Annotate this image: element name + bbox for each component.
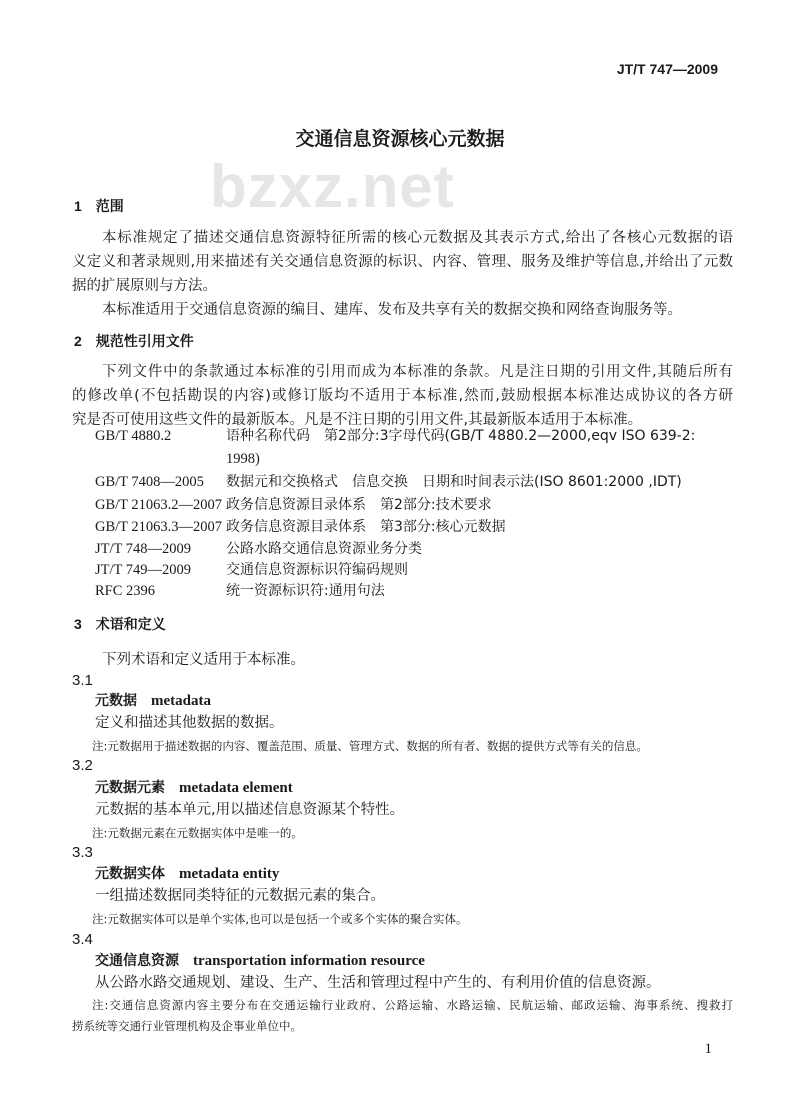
- term-number: 3.4: [72, 931, 93, 948]
- reference-title: 数据元和交换格式 信息交换 日期和时间表示法(ISO 8601:2000 ,IDT): [226, 474, 682, 490]
- term-definition: 元数据的基本单元,用以描述信息资源某个特性。: [95, 802, 405, 818]
- term-definition: 定义和描述其他数据的数据。: [95, 715, 284, 731]
- reference-title: 统一资源标识符:通用句法: [226, 583, 385, 599]
- term-en: transportation information resource: [193, 953, 425, 969]
- term-note: 注:交通信息资源内容主要分布在交通运输行业政府、公路运输、水路运输、民航运输、邮政运输、海事系统、搜救打: [92, 998, 733, 1012]
- reference-code: GB/T 7408—2005: [95, 474, 204, 490]
- term-zh: 元数据实体: [95, 866, 165, 882]
- reference-code: GB/T 21063.3—2007: [95, 519, 223, 535]
- watermark: bzxz.net: [210, 153, 455, 220]
- term-en: metadata entity: [179, 866, 280, 882]
- term-note: 注:元数据实体可以是单个实体,也可以是包括一个或多个实体的聚合实体。: [92, 912, 468, 926]
- reference-code: RFC 2396: [95, 583, 156, 599]
- term-en: metadata element: [179, 780, 293, 796]
- section-3-heading: 3 术语和定义: [74, 616, 166, 632]
- term-heading: [95, 692, 211, 710]
- reference-code: GB/T 21063.2—2007: [95, 497, 223, 513]
- term-number: 3.1: [72, 672, 93, 689]
- paragraph-line: 义定义和著录规则,用来描述有关交通信息资源的标识、内容、管理、服务及维护等信息,并给出了元数: [72, 254, 733, 270]
- reference-title: 公路水路交通信息资源业务分类: [226, 541, 422, 557]
- reference-code: JT/T 749—2009: [95, 562, 191, 578]
- term-zh: 交通信息资源: [95, 953, 179, 969]
- paragraph-line: 下列文件中的条款通过本标准的引用而成为本标准的条款。凡是注日期的引用文件,其随后所有: [102, 364, 733, 380]
- section-2-heading: 2 规范性引用文件: [74, 333, 194, 349]
- paragraph-line: 的修改单(不包括勘误的内容)或修订版均不适用于本标准,然而,鼓励根据本标准达成协议的各方研: [72, 388, 733, 404]
- term-note-cont: 捞系统等交通行业管理机构及企事业单位中。: [72, 1019, 302, 1033]
- term-definition: 从公路水路交通规划、建设、生产、生活和管理过程中产生的、有利用价值的信息资源。: [95, 975, 661, 991]
- term-note: 注:元数据元素在元数据实体中是唯一的。: [92, 826, 303, 840]
- section-3-intro: 下列术语和定义适用于本标准。: [102, 652, 305, 668]
- term-heading: [95, 779, 293, 797]
- paragraph-line: 本标准适用于交通信息资源的编目、建库、发布及共享有关的数据交换和网络查询服务等。: [102, 302, 682, 318]
- page-number: 1: [704, 1041, 712, 1057]
- reference-title: 交通信息资源标识符编码规则: [226, 562, 408, 578]
- reference-code: JT/T 748—2009: [95, 541, 191, 557]
- term-zh: 元数据元素: [95, 780, 165, 796]
- section-1-heading: 1 范围: [74, 198, 124, 214]
- reference-title: 语种名称代码 第2部分:3字母代码(GB/T 4880.2—2000,eqv ISO 639-2:: [226, 428, 696, 444]
- reference-title-cont: 1998): [226, 451, 260, 467]
- term-heading: [95, 865, 279, 883]
- term-heading: [95, 952, 425, 970]
- term-number: 3.2: [72, 757, 93, 774]
- term-definition: 一组描述数据同类特征的元数据元素的集合。: [95, 888, 385, 904]
- paragraph-line: 本标准规定了描述交通信息资源特征所需的核心元数据及其表示方式,给出了各核心元数据的语: [102, 230, 733, 246]
- reference-title: 政务信息资源目录体系 第2部分:技术要求: [226, 497, 492, 513]
- reference-code: GB/T 4880.2: [95, 428, 172, 444]
- term-en: metadata: [151, 693, 211, 709]
- standard-code: JT/T 747—2009: [616, 61, 718, 77]
- paragraph-line: 究是否可使用这些文件的最新版本。凡是不注日期的引用文件,其最新版本适用于本标准。: [72, 412, 643, 428]
- term-number: 3.3: [72, 844, 93, 861]
- reference-title: 政务信息资源目录体系 第3部分:核心元数据: [226, 519, 506, 535]
- paragraph-line: 据的扩展原则与方法。: [72, 278, 217, 294]
- page-title: 交通信息资源核心元数据: [295, 128, 505, 150]
- term-zh: 元数据: [95, 693, 137, 709]
- term-note: 注:元数据用于描述数据的内容、覆盖范围、质量、管理方式、数据的所有者、数据的提供方式等有关的信息。: [92, 739, 648, 753]
